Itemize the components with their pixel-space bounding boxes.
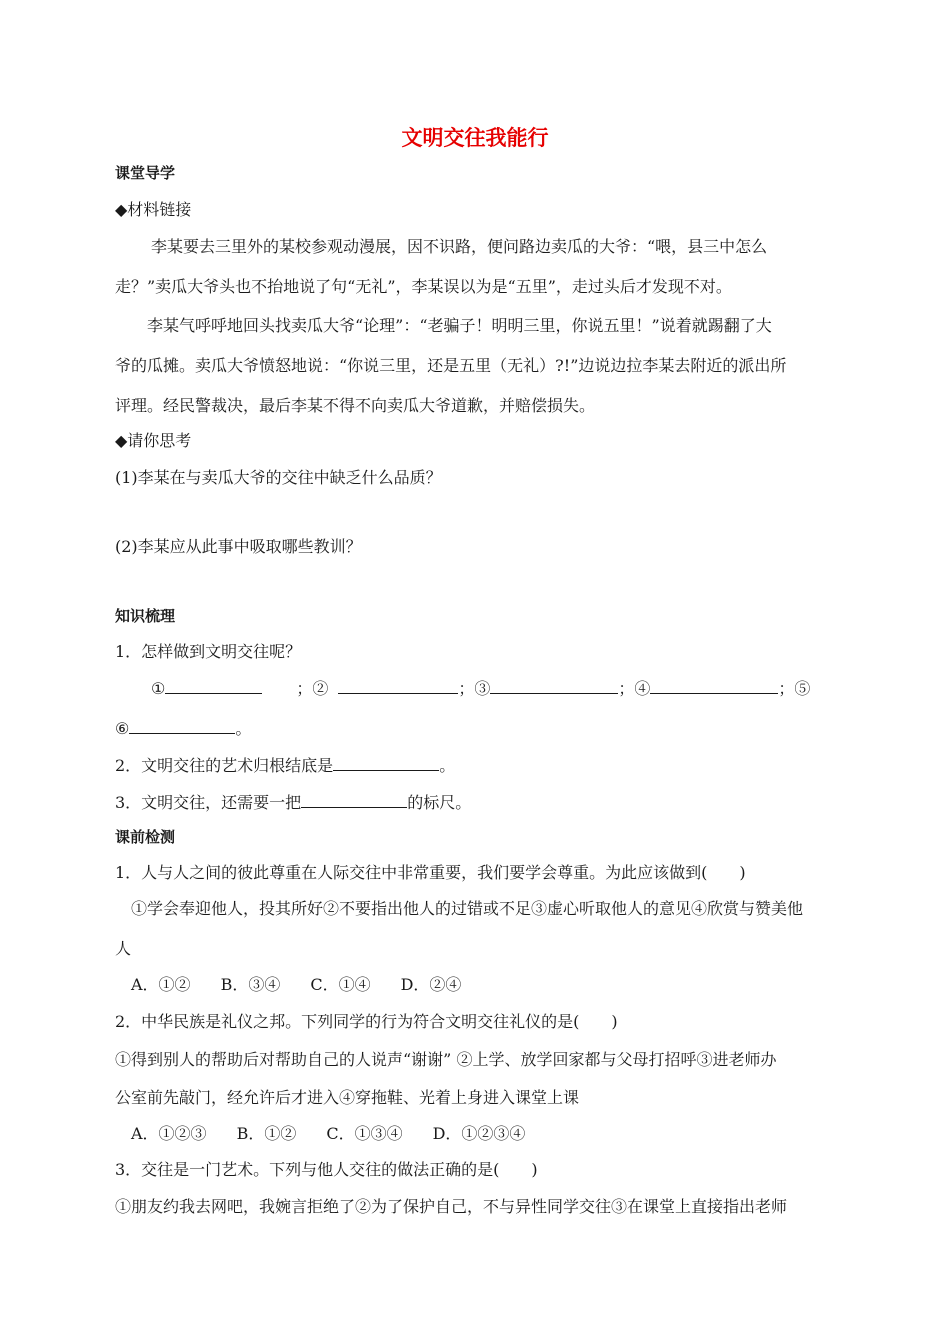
story-paragraph-2-line-3: 评理。经民警裁决，最后李某不得不向卖瓜大爷道歉，并赔偿损失。 (115, 396, 596, 415)
choice-a: A．①②③ (131, 1124, 207, 1143)
story-paragraph-2-line-1: 李某气呼呼地回头找卖瓜大爷“论理”：“老骗子！明明三里，你说五里！”说着就踢翻了大 (147, 316, 772, 335)
fill-blank-2 (338, 678, 458, 694)
test-question-2: 2．中华民族是礼仪之邦。下列同学的行为符合文明交往礼仪的是( ) (115, 1012, 618, 1031)
section-heading-class-guide: 课堂导学 (115, 164, 176, 182)
knowledge-item-1: 1．怎样做到文明交往呢？ (115, 642, 302, 661)
fill-blank-ruler (301, 792, 407, 808)
blank-marker-6: ⑥ (115, 719, 130, 738)
fill-blank-4 (650, 678, 778, 694)
fill-blank-3 (490, 678, 618, 694)
blank-marker-3: ；③ (458, 679, 491, 698)
blank-marker-2: ；② (296, 679, 329, 698)
story-paragraph-2-line-2: 爷的瓜摊。卖瓜大爷愤怒地说：“你说三里，还是五里（无礼）?!”边说边拉李某去附近的派出所 (115, 356, 787, 375)
test-question-1-options-line-2: 人 (115, 939, 132, 958)
knowledge-item-1-blanks-row (151, 678, 810, 699)
period: 。 (235, 719, 252, 738)
test-question-3-options-line-1: ①朋友约我去网吧，我婉言拒绝了②为了保护自己，不与异性同学交往③在课堂上直接指出老师 (115, 1197, 788, 1216)
knowledge-item-2-text: 2．文明交往的艺术归根结底是 (115, 756, 334, 775)
think-question-1: (1)李某在与卖瓜大爷的交往中缺乏什么品质？ (115, 468, 442, 487)
blank-marker-1: ① (151, 679, 166, 698)
choice-d: D．②④ (400, 975, 462, 994)
think-question-2: (2)李某应从此事中吸取哪些教训？ (115, 537, 362, 556)
knowledge-item-3-end: 的标尺。 (407, 793, 472, 812)
choice-a: A．①② (131, 975, 191, 994)
knowledge-item-3-text: 3．文明交往，还需要一把 (115, 793, 302, 812)
test-question-3: 3．交往是一门艺术。下列与他人交往的做法正确的是( ) (115, 1160, 538, 1179)
blank-marker-4: ；④ (618, 679, 651, 698)
fill-blank-1 (165, 678, 262, 694)
fill-blank-art (333, 755, 439, 771)
think-heading: ◆请你思考 (115, 431, 192, 450)
test-question-2-options-line-2: 公室前先敲门，经允许后才进入④穿拖鞋、光着上身进入课堂上课 (115, 1088, 580, 1107)
choice-c: C．①④ (310, 975, 371, 994)
choice-c: C．①③④ (326, 1124, 403, 1143)
choice-b: B．③④ (220, 975, 281, 994)
knowledge-item-2 (115, 755, 455, 776)
blank-marker-5: ；⑤ (778, 679, 811, 698)
story-paragraph-1-line-2: 走？”卖瓜大爷头也不抬地说了句“无礼”，李某误以为是“五里”，走过头后才发现不对。 (115, 277, 732, 296)
material-link-heading: ◆材料链接 (115, 200, 192, 219)
knowledge-item-1-blanks-row-2 (115, 718, 251, 739)
section-heading-knowledge: 知识梳理 (115, 607, 176, 625)
period: 。 (439, 756, 456, 775)
knowledge-item-3 (115, 792, 471, 813)
section-heading-pre-test: 课前检测 (115, 828, 176, 846)
test-question-2-options-line-1: ①得到别人的帮助后对帮助自己的人说声“谢谢” ②上学、放学回家都与父母打招呼③进老师办 (115, 1050, 777, 1069)
test-question-2-choices (131, 1124, 525, 1144)
test-question-1-choices (131, 975, 461, 995)
page-title: 文明交往我能行 (401, 125, 549, 150)
choice-b: B．①② (236, 1124, 297, 1143)
test-question-1-options-line-1: ①学会奉迎他人，投其所好②不要指出他人的过错或不足③虚心听取他人的意见④欣赏与赞美他 (131, 899, 804, 918)
test-question-1: 1．人与人之间的彼此尊重在人际交往中非常重要，我们要学会尊重。为此应该做到( ) (115, 863, 746, 882)
choice-d: D．①②③④ (432, 1124, 526, 1143)
story-paragraph-1-line-1: 李某要去三里外的某校参观动漫展，因不识路，便问路边卖瓜的大爷：“喂，县三中怎么 (151, 237, 768, 256)
fill-blank-6 (129, 718, 235, 734)
